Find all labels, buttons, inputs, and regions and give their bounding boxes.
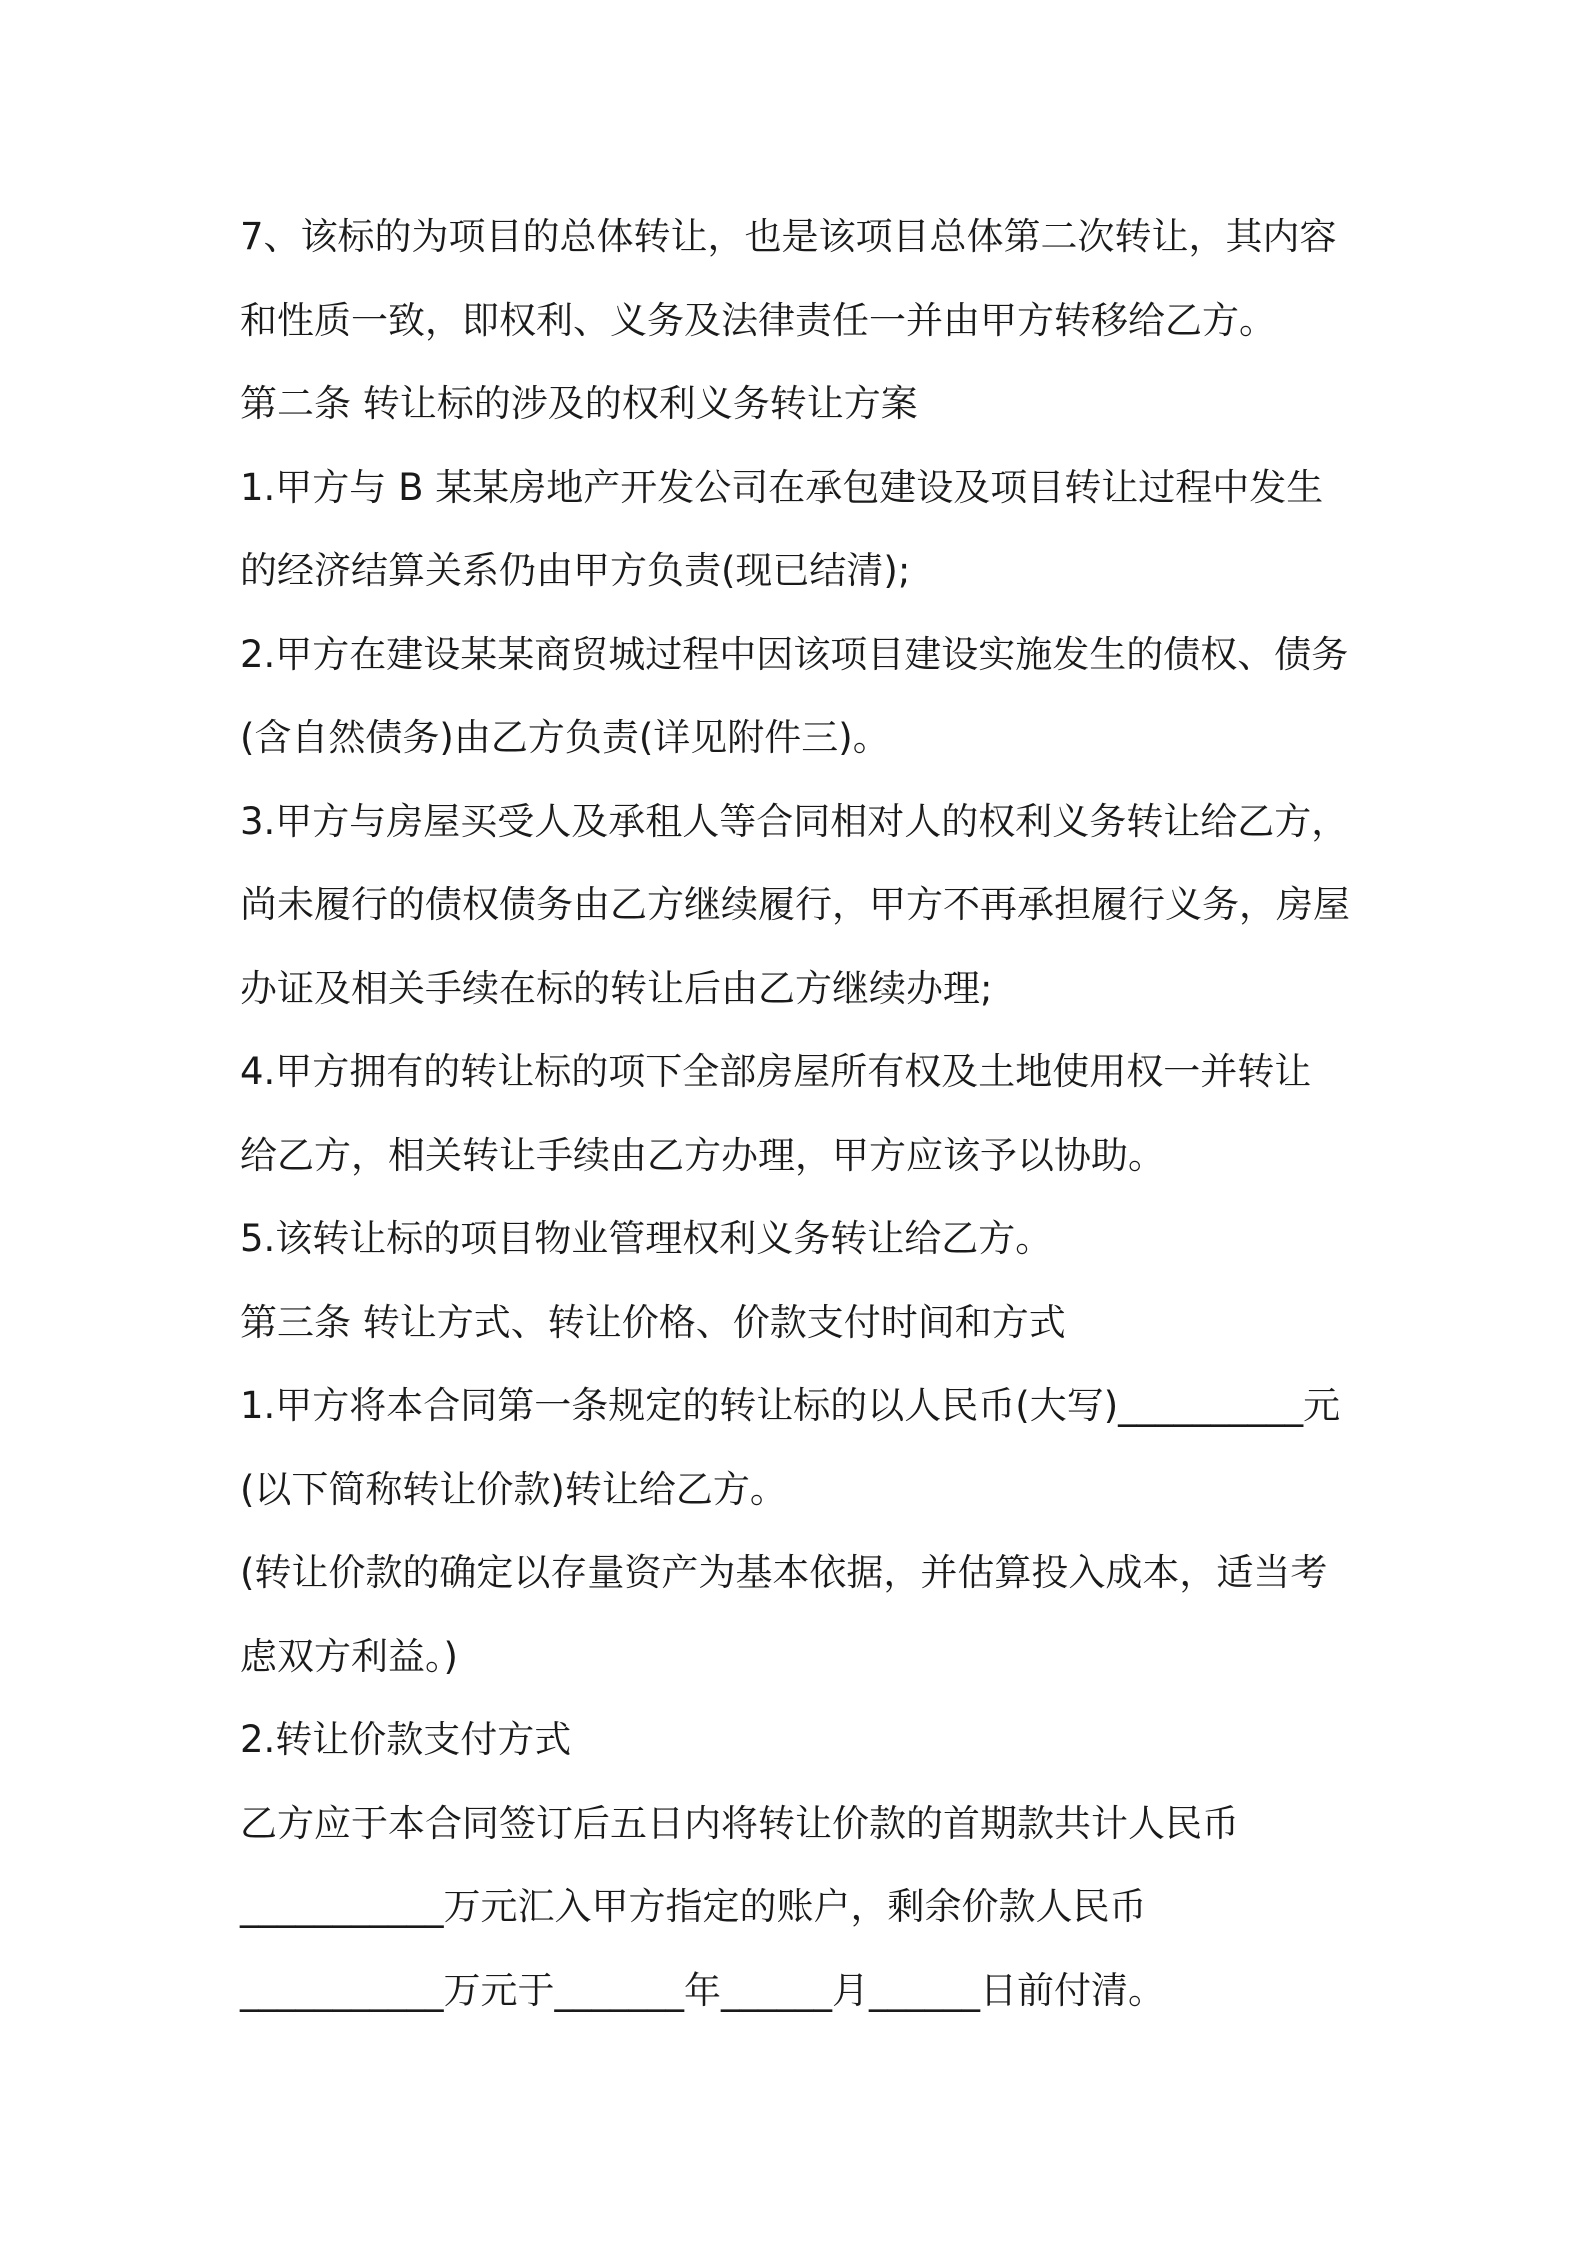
article-2-item-2-line-1: 2.甲方在建设某某商贸城过程中因该项目建设实施发生的债权、债务 [240, 632, 1349, 676]
document-body [240, 195, 1360, 2032]
payment-terms-line-2: ___________万元汇入甲方指定的账户，剩余价款人民币 [240, 1885, 1147, 1928]
article-2-heading: 第二条 转让标的涉及的权利义务转让方案 [240, 382, 918, 425]
clause-7-line-1: 7、该标的为项目的总体转让，也是该项目总体第二次转让，其内容 [240, 215, 1337, 258]
article-2-item-3-line-2: 尚未履行的债权债务由乙方继续履行，甲方不再承担履行义务，房屋 [240, 883, 1350, 926]
clause-7-line-2: 和性质一致，即权利、义务及法律责任一并由甲方转移给乙方。 [240, 298, 1276, 342]
article-2-item-4-line-1: 4.甲方拥有的转让标的项下全部房屋所有权及土地使用权一并转让 [240, 1050, 1312, 1093]
article-2-item-3-line-3: 办证及相关手续在标的转让后由乙方继续办理; [240, 966, 993, 1010]
payment-terms-line-1: 乙方应于本合同签订后五日内将转让价款的首期款共计人民币 [240, 1801, 1239, 1845]
article-3-item-2-heading: 2.转让价款支付方式 [240, 1718, 572, 1761]
article-3-item-1-line-1: 1.甲方将本合同第一条规定的转让标的以人民币(大写)__________元 [240, 1384, 1341, 1427]
payment-terms-line-3: ___________万元于_______年______月______日前付清。 [240, 1968, 1165, 2012]
article-2-item-4-line-2: 给乙方，相关转让手续由乙方办理，甲方应该予以协助。 [240, 1133, 1165, 1177]
article-2-item-2-line-2: (含自然债务)由乙方负责(详见附件三)。 [240, 716, 890, 759]
article-3-heading: 第三条 转让方式、转让价格、价款支付时间和方式 [240, 1300, 1066, 1344]
article-3-note-line-1: (转让价款的确定以存量资产为基本依据，并估算投入成本，适当考 [240, 1551, 1328, 1594]
article-2-item-1-line-2: 的经济结算关系仍由甲方负责(现已结清); [240, 549, 911, 592]
article-3-note-line-2: 虑双方利益。) [240, 1634, 458, 1678]
article-3-item-1-line-2: (以下简称转让价款)转让给乙方。 [240, 1467, 787, 1511]
article-2-item-1-line-1: 1.甲方与 B 某某房地产开发公司在承包建设及项目转让过程中发生 [240, 465, 1324, 509]
article-2-item-3-line-1: 3.甲方与房屋买受人及承租人等合同相对人的权利义务转让给乙方， [240, 799, 1349, 843]
article-2-item-5: 5.该转让标的项目物业管理权利义务转让给乙方。 [240, 1217, 1053, 1260]
